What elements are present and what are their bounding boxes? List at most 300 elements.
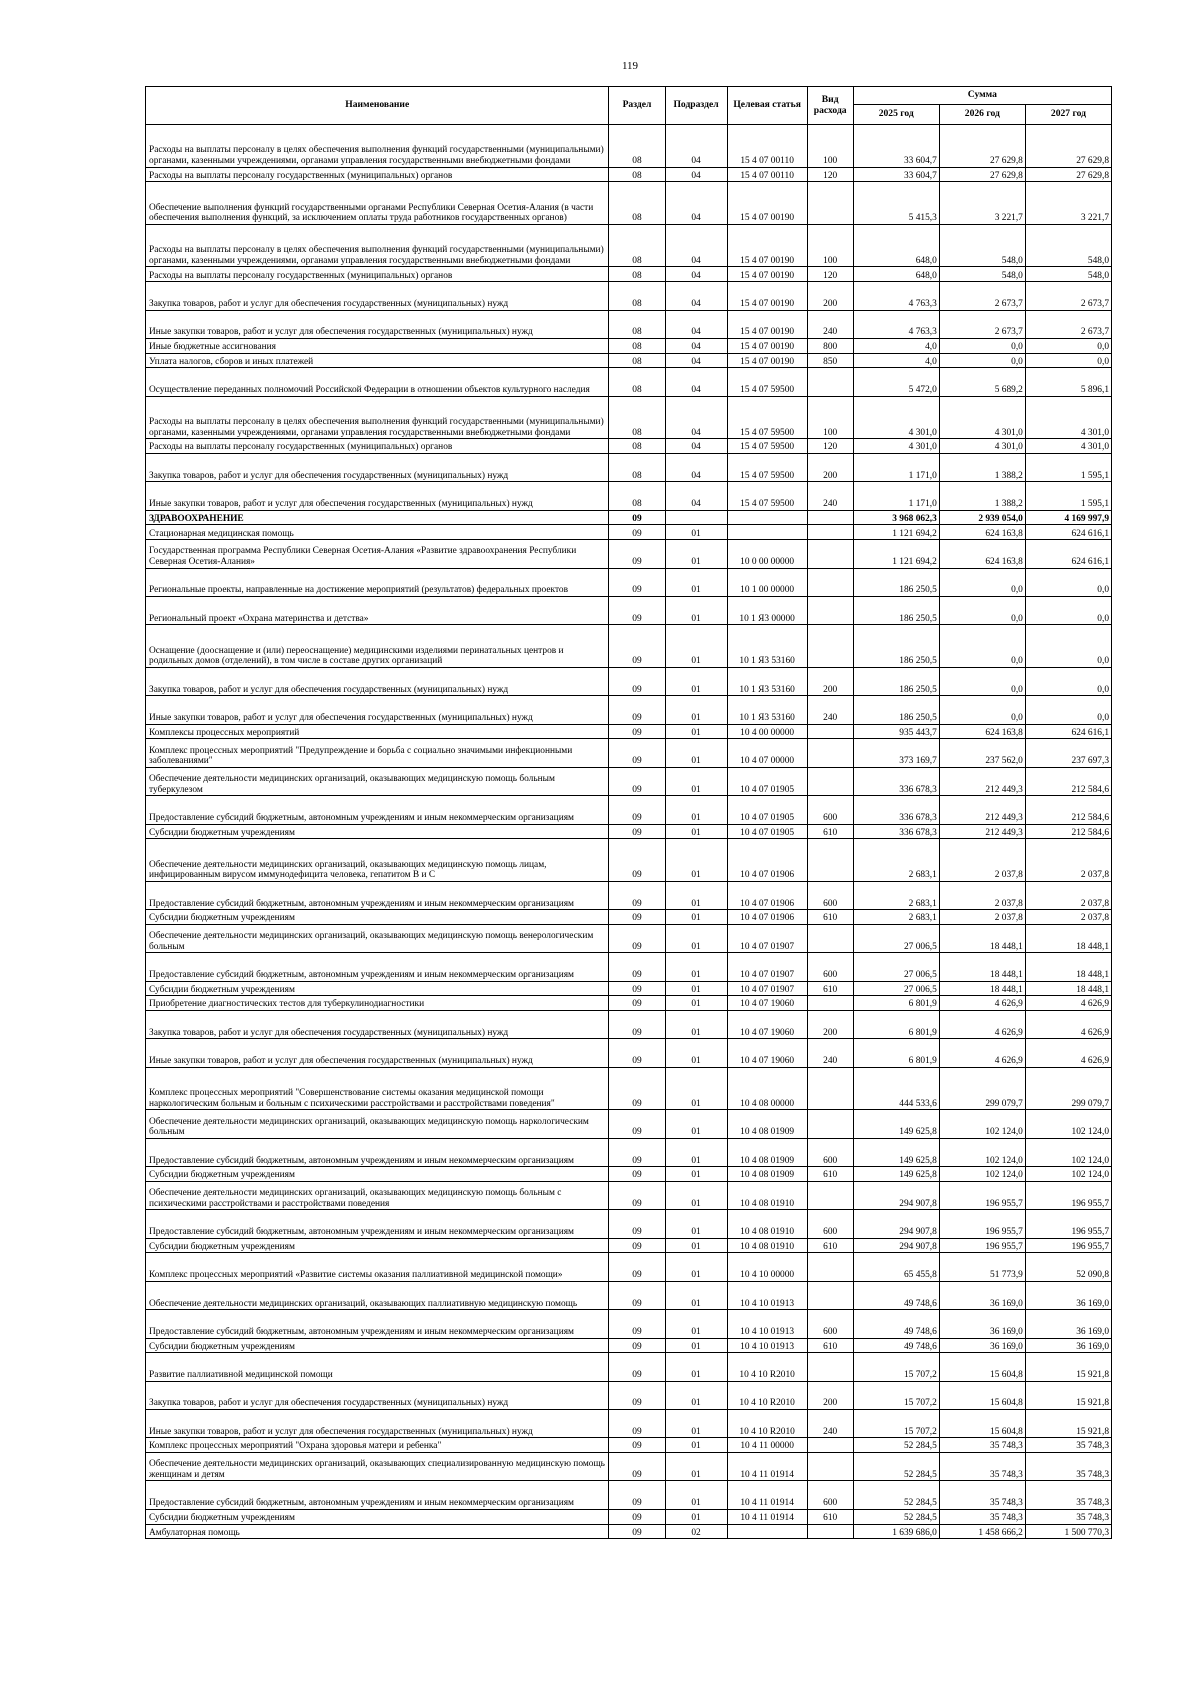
table-row: [146, 996, 1112, 1011]
cell-section: 09: [609, 953, 665, 981]
cell-expense-kind: [807, 510, 853, 525]
cell-sum-2027: 0,0: [1025, 568, 1111, 596]
table-row: [146, 1253, 1112, 1281]
cell-section: 09: [609, 1438, 665, 1453]
cell-section: 09: [609, 1353, 665, 1381]
cell-expense-kind: 600: [807, 1481, 853, 1509]
table-row: [146, 667, 1112, 695]
cell-target-article: 15 4 07 00190: [727, 338, 807, 353]
cell-sum-2027: 624 616,1: [1025, 540, 1111, 568]
page-number: 119: [621, 60, 639, 72]
table-row: [146, 482, 1112, 510]
cell-sum-2027: 4 301,0: [1025, 439, 1111, 454]
cell-sum-2025: 6 801,9: [853, 1039, 939, 1067]
cell-expense-kind: 800: [807, 338, 853, 353]
cell-target-article: 10 4 07 01905: [727, 767, 807, 795]
cell-subsection: 01: [665, 1238, 727, 1253]
cell-expense-kind: [807, 568, 853, 596]
cell-name: Обеспечение деятельности медицинских организаций, оказывающих специализированную медицинскую помощь женщинам и детям: [146, 1453, 609, 1481]
cell-sum-2027: 4 301,0: [1025, 396, 1111, 439]
cell-section: 09: [609, 1524, 665, 1539]
cell-section: 09: [609, 1167, 665, 1182]
cell-expense-kind: [807, 525, 853, 540]
cell-sum-2026: 102 124,0: [939, 1138, 1025, 1166]
cell-subsection: 01: [665, 667, 727, 695]
cell-sum-2027: 548,0: [1025, 267, 1111, 282]
cell-section: 09: [609, 796, 665, 824]
table-row: [146, 1410, 1112, 1438]
cell-sum-2025: 2 683,1: [853, 910, 939, 925]
cell-subsection: 01: [665, 881, 727, 909]
cell-subsection: 01: [665, 1438, 727, 1453]
cell-name: Субсидии бюджетным учреждениям: [146, 910, 609, 925]
cell-name: Обеспечение деятельности медицинских организаций, оказывающих медицинскую помощь венерологическим больным: [146, 924, 609, 952]
cell-target-article: 10 4 08 01910: [727, 1210, 807, 1238]
cell-subsection: 01: [665, 1281, 727, 1309]
cell-sum-2025: 5 472,0: [853, 368, 939, 396]
table-row: [146, 525, 1112, 540]
cell-sum-2027: 102 124,0: [1025, 1167, 1111, 1182]
cell-subsection: 01: [665, 1067, 727, 1110]
cell-sum-2027: 36 169,0: [1025, 1281, 1111, 1309]
cell-target-article: 15 4 07 59500: [727, 439, 807, 454]
cell-sum-2026: 15 604,8: [939, 1410, 1025, 1438]
cell-sum-2027: 3 221,7: [1025, 182, 1111, 225]
cell-subsection: 04: [665, 182, 727, 225]
cell-expense-kind: 610: [807, 1509, 853, 1524]
cell-section: 09: [609, 1410, 665, 1438]
cell-section: 08: [609, 453, 665, 481]
cell-target-article: 10 4 07 01905: [727, 796, 807, 824]
cell-sum-2026: 35 748,3: [939, 1453, 1025, 1481]
cell-subsection: 01: [665, 625, 727, 668]
cell-sum-2026: 548,0: [939, 267, 1025, 282]
cell-section: 09: [609, 1210, 665, 1238]
cell-sum-2025: 294 907,8: [853, 1238, 939, 1253]
cell-name: Региональный проект «Охрана материнства и детства»: [146, 596, 609, 624]
cell-expense-kind: [807, 724, 853, 739]
cell-name: Осуществление переданных полномочий Российской Федерации в отношении объектов культурного наследия: [146, 368, 609, 396]
cell-expense-kind: 610: [807, 981, 853, 996]
cell-sum-2026: 212 449,3: [939, 767, 1025, 795]
cell-subsection: 01: [665, 1039, 727, 1067]
cell-target-article: 15 4 07 00110: [727, 167, 807, 182]
cell-subsection: 04: [665, 439, 727, 454]
cell-sum-2025: 336 678,3: [853, 824, 939, 839]
cell-sum-2027: 2 673,7: [1025, 310, 1111, 338]
cell-target-article: 10 4 07 01906: [727, 881, 807, 909]
cell-expense-kind: 200: [807, 1381, 853, 1409]
cell-subsection: 01: [665, 1481, 727, 1509]
cell-sum-2027: 196 955,7: [1025, 1238, 1111, 1253]
cell-sum-2025: 1 121 694,2: [853, 540, 939, 568]
table-row: [146, 596, 1112, 624]
cell-expense-kind: [807, 368, 853, 396]
cell-name: Обеспечение деятельности медицинских организаций, оказывающих медицинскую помощь больным туберкулезом: [146, 767, 609, 795]
cell-section: 08: [609, 353, 665, 368]
cell-target-article: 10 4 00 00000: [727, 724, 807, 739]
table-row: [146, 1039, 1112, 1067]
cell-section: 09: [609, 1110, 665, 1138]
cell-sum-2025: 444 533,6: [853, 1067, 939, 1110]
cell-section: 08: [609, 282, 665, 310]
cell-target-article: 10 4 10 01913: [727, 1338, 807, 1353]
cell-sum-2026: 2 037,8: [939, 910, 1025, 925]
cell-subsection: 01: [665, 1167, 727, 1182]
cell-name: Субсидии бюджетным учреждениям: [146, 1238, 609, 1253]
cell-sum-2026: 3 221,7: [939, 182, 1025, 225]
table-row: [146, 1238, 1112, 1253]
cell-sum-2026: 0,0: [939, 625, 1025, 668]
cell-sum-2025: 935 443,7: [853, 724, 939, 739]
cell-subsection: 01: [665, 1138, 727, 1166]
cell-target-article: 10 4 10 01913: [727, 1310, 807, 1338]
cell-sum-2027: 548,0: [1025, 224, 1111, 267]
cell-expense-kind: [807, 1281, 853, 1309]
header-subsection: Подраздел: [665, 87, 727, 125]
cell-sum-2027: 15 921,8: [1025, 1381, 1111, 1409]
cell-sum-2025: 186 250,5: [853, 696, 939, 724]
header-year-2026: 2026 год: [939, 105, 1025, 125]
table-row: [146, 267, 1112, 282]
cell-expense-kind: 240: [807, 1410, 853, 1438]
cell-sum-2027: 212 584,6: [1025, 824, 1111, 839]
cell-sum-2026: 624 163,8: [939, 525, 1025, 540]
cell-sum-2026: 2 037,8: [939, 881, 1025, 909]
cell-sum-2025: 4 763,3: [853, 282, 939, 310]
cell-target-article: 10 1 Я3 53160: [727, 696, 807, 724]
cell-expense-kind: [807, 1067, 853, 1110]
cell-section: 09: [609, 1181, 665, 1209]
cell-sum-2027: 15 921,8: [1025, 1410, 1111, 1438]
cell-sum-2027: 5 896,1: [1025, 368, 1111, 396]
table-row: [146, 1509, 1112, 1524]
cell-name: Обеспечение деятельности медицинских организаций, оказывающих медицинскую помощь лицам, инфицированным вирусом иммунодефицита человека, гепатитом В и С: [146, 839, 609, 882]
cell-sum-2025: 149 625,8: [853, 1167, 939, 1182]
cell-sum-2025: 15 707,2: [853, 1381, 939, 1409]
table-row: [146, 881, 1112, 909]
cell-sum-2026: 5 689,2: [939, 368, 1025, 396]
cell-target-article: 10 4 08 01909: [727, 1167, 807, 1182]
cell-target-article: 10 4 07 19060: [727, 996, 807, 1011]
cell-sum-2026: 35 748,3: [939, 1481, 1025, 1509]
cell-name: Обеспечение деятельности медицинских организаций, оказывающих медицинскую помощь наркологическим больным: [146, 1110, 609, 1138]
cell-expense-kind: 600: [807, 881, 853, 909]
cell-target-article: 15 4 07 59500: [727, 482, 807, 510]
cell-sum-2026: 102 124,0: [939, 1110, 1025, 1138]
cell-name: Приобретение диагностических тестов для туберкулинодиагностики: [146, 996, 609, 1011]
cell-expense-kind: 200: [807, 282, 853, 310]
table-row: [146, 625, 1112, 668]
table-row: [146, 1438, 1112, 1453]
cell-section: 09: [609, 924, 665, 952]
cell-section: 09: [609, 1238, 665, 1253]
cell-section: 09: [609, 1310, 665, 1338]
cell-expense-kind: [807, 182, 853, 225]
cell-name: ЗДРАВООХРАНЕНИЕ: [146, 510, 609, 525]
cell-target-article: 10 4 07 01905: [727, 824, 807, 839]
cell-subsection: 04: [665, 125, 727, 168]
cell-sum-2027: 102 124,0: [1025, 1110, 1111, 1138]
cell-expense-kind: [807, 596, 853, 624]
cell-section: 08: [609, 224, 665, 267]
cell-name: Уплата налогов, сборов и иных платежей: [146, 353, 609, 368]
cell-section: 08: [609, 439, 665, 454]
cell-section: 08: [609, 482, 665, 510]
table-row: [146, 167, 1112, 182]
cell-sum-2026: 2 939 054,0: [939, 510, 1025, 525]
cell-target-article: 10 1 Я3 00000: [727, 596, 807, 624]
cell-name: Иные закупки товаров, работ и услуг для обеспечения государственных (муниципальных) нужд: [146, 1410, 609, 1438]
cell-section: 09: [609, 1253, 665, 1281]
cell-sum-2025: 186 250,5: [853, 625, 939, 668]
cell-sum-2026: 36 169,0: [939, 1310, 1025, 1338]
cell-sum-2026: 0,0: [939, 568, 1025, 596]
cell-section: 08: [609, 125, 665, 168]
budget-table: [145, 86, 1112, 1539]
cell-sum-2025: 27 006,5: [853, 953, 939, 981]
cell-expense-kind: 120: [807, 267, 853, 282]
cell-section: 09: [609, 824, 665, 839]
table-row: [146, 767, 1112, 795]
cell-name: Расходы на выплаты персоналу в целях обеспечения выполнения функций государственными (муниципальными) органами, казенными учреждениями, органами управления государственными внебюджетными фондами: [146, 125, 609, 168]
cell-sum-2025: 4 763,3: [853, 310, 939, 338]
cell-subsection: 04: [665, 282, 727, 310]
cell-section: 09: [609, 525, 665, 540]
cell-sum-2026: 18 448,1: [939, 953, 1025, 981]
cell-sum-2025: 4,0: [853, 338, 939, 353]
cell-section: 08: [609, 368, 665, 396]
cell-sum-2025: 6 801,9: [853, 996, 939, 1011]
cell-target-article: 15 4 07 00110: [727, 125, 807, 168]
cell-name: Расходы на выплаты персоналу государственных (муниципальных) органов: [146, 267, 609, 282]
cell-section: 09: [609, 696, 665, 724]
cell-sum-2027: 2 037,8: [1025, 881, 1111, 909]
cell-name: Амбулаторная помощь: [146, 1524, 609, 1539]
cell-target-article: 10 4 07 01906: [727, 839, 807, 882]
cell-expense-kind: 200: [807, 453, 853, 481]
cell-expense-kind: [807, 1353, 853, 1381]
cell-subsection: 04: [665, 338, 727, 353]
cell-subsection: 01: [665, 924, 727, 952]
cell-target-article: 10 4 07 01907: [727, 924, 807, 952]
cell-target-article: 10 4 10 R2010: [727, 1353, 807, 1381]
cell-expense-kind: 240: [807, 310, 853, 338]
cell-name: Обеспечение выполнения функций государственными органами Республики Северная Осетия-Алания (в части обеспечения выполнения функций, за исключением оплаты труда работников государственных органов): [146, 182, 609, 225]
cell-subsection: 01: [665, 953, 727, 981]
cell-sum-2027: 1 500 770,3: [1025, 1524, 1111, 1539]
cell-sum-2025: 5 415,3: [853, 182, 939, 225]
cell-expense-kind: 850: [807, 353, 853, 368]
cell-subsection: 01: [665, 824, 727, 839]
cell-subsection: 01: [665, 1253, 727, 1281]
header-year-2025: 2025 год: [853, 105, 939, 125]
cell-name: Комплекс процессных мероприятий "Предупреждение и борьба с социально значимыми инфекционными заболеваниями": [146, 739, 609, 767]
cell-subsection: 01: [665, 525, 727, 540]
cell-section: 09: [609, 739, 665, 767]
cell-section: 09: [609, 1138, 665, 1166]
cell-sum-2025: 49 748,6: [853, 1338, 939, 1353]
cell-target-article: 15 4 07 00190: [727, 282, 807, 310]
cell-sum-2027: 18 448,1: [1025, 981, 1111, 996]
cell-sum-2025: 52 284,5: [853, 1453, 939, 1481]
cell-sum-2027: 18 448,1: [1025, 924, 1111, 952]
cell-section: 09: [609, 1011, 665, 1039]
cell-sum-2026: 0,0: [939, 696, 1025, 724]
cell-sum-2026: 4 301,0: [939, 396, 1025, 439]
cell-expense-kind: 240: [807, 696, 853, 724]
cell-name: Закупка товаров, работ и услуг для обеспечения государственных (муниципальных) нужд: [146, 1381, 609, 1409]
table-row: [146, 1067, 1112, 1110]
cell-sum-2026: 35 748,3: [939, 1509, 1025, 1524]
cell-subsection: 01: [665, 1381, 727, 1409]
cell-sum-2025: 15 707,2: [853, 1410, 939, 1438]
cell-section: 09: [609, 510, 665, 525]
cell-name: Комплекс процессных мероприятий "Охрана здоровья матери и ребенка": [146, 1438, 609, 1453]
cell-subsection: 01: [665, 910, 727, 925]
cell-expense-kind: 240: [807, 1039, 853, 1067]
cell-name: Стационарная медицинская помощь: [146, 525, 609, 540]
cell-sum-2026: 624 163,8: [939, 540, 1025, 568]
cell-sum-2027: 36 169,0: [1025, 1338, 1111, 1353]
cell-name: Субсидии бюджетным учреждениям: [146, 1338, 609, 1353]
cell-sum-2026: 237 562,0: [939, 739, 1025, 767]
cell-name: Предоставление субсидий бюджетным, автономным учреждениям и иным некоммерческим организациям: [146, 881, 609, 909]
cell-subsection: 04: [665, 453, 727, 481]
cell-subsection: 04: [665, 482, 727, 510]
cell-sum-2027: 35 748,3: [1025, 1438, 1111, 1453]
cell-target-article: [727, 525, 807, 540]
cell-expense-kind: [807, 924, 853, 952]
cell-sum-2027: 196 955,7: [1025, 1181, 1111, 1209]
table-row: [146, 1381, 1112, 1409]
cell-sum-2026: 299 079,7: [939, 1067, 1025, 1110]
table-row: [146, 924, 1112, 952]
cell-expense-kind: [807, 1438, 853, 1453]
cell-section: 09: [609, 1509, 665, 1524]
cell-target-article: 10 4 11 01914: [727, 1453, 807, 1481]
table-row: [146, 981, 1112, 996]
cell-sum-2027: 35 748,3: [1025, 1481, 1111, 1509]
cell-section: 09: [609, 910, 665, 925]
cell-subsection: 01: [665, 1410, 727, 1438]
table-row: [146, 1110, 1112, 1138]
cell-name: Развитие паллиативной медицинской помощи: [146, 1353, 609, 1381]
cell-name: Государственная программа Республики Северная Осетия-Алания «Развитие здравоохранения Республики Северная Осетия-Алания»: [146, 540, 609, 568]
cell-target-article: 10 4 10 01913: [727, 1281, 807, 1309]
table-row: [146, 824, 1112, 839]
cell-expense-kind: 610: [807, 1238, 853, 1253]
cell-sum-2027: 52 090,8: [1025, 1253, 1111, 1281]
table-row: [146, 182, 1112, 225]
table-row: [146, 368, 1112, 396]
cell-sum-2026: 196 955,7: [939, 1210, 1025, 1238]
cell-name: Субсидии бюджетным учреждениям: [146, 981, 609, 996]
cell-sum-2025: 52 284,5: [853, 1481, 939, 1509]
cell-sum-2026: 196 955,7: [939, 1181, 1025, 1209]
cell-sum-2026: 18 448,1: [939, 924, 1025, 952]
cell-sum-2027: 102 124,0: [1025, 1138, 1111, 1166]
cell-sum-2027: 2 037,8: [1025, 839, 1111, 882]
cell-target-article: [727, 510, 807, 525]
cell-section: 09: [609, 1281, 665, 1309]
cell-sum-2025: 49 748,6: [853, 1281, 939, 1309]
cell-sum-2025: 15 707,2: [853, 1353, 939, 1381]
cell-section: 09: [609, 1381, 665, 1409]
cell-name: Предоставление субсидий бюджетным, автономным учреждениям и иным некоммерческим организациям: [146, 1210, 609, 1238]
cell-expense-kind: [807, 540, 853, 568]
cell-sum-2025: 52 284,5: [853, 1509, 939, 1524]
cell-expense-kind: 200: [807, 1011, 853, 1039]
table-row: [146, 338, 1112, 353]
cell-name: Иные закупки товаров, работ и услуг для обеспечения государственных (муниципальных) нужд: [146, 310, 609, 338]
cell-subsection: 01: [665, 724, 727, 739]
cell-target-article: 10 1 00 00000: [727, 568, 807, 596]
cell-sum-2027: 0,0: [1025, 338, 1111, 353]
cell-name: Субсидии бюджетным учреждениям: [146, 824, 609, 839]
cell-section: 09: [609, 667, 665, 695]
cell-subsection: 04: [665, 224, 727, 267]
cell-name: Иные закупки товаров, работ и услуг для обеспечения государственных (муниципальных) нужд: [146, 482, 609, 510]
cell-expense-kind: [807, 1453, 853, 1481]
cell-sum-2026: 1 458 666,2: [939, 1524, 1025, 1539]
cell-sum-2027: 237 697,3: [1025, 739, 1111, 767]
cell-target-article: 10 1 Я3 53160: [727, 667, 807, 695]
header-year-2027: 2027 год: [1025, 105, 1111, 125]
cell-subsection: 01: [665, 1509, 727, 1524]
cell-name: Расходы на выплаты персоналу в целях обеспечения выполнения функций государственными (муниципальными) органами, казенными учреждениями, органами управления государственными внебюджетными фондами: [146, 396, 609, 439]
cell-subsection: 04: [665, 353, 727, 368]
cell-subsection: 01: [665, 1453, 727, 1481]
cell-sum-2026: 18 448,1: [939, 981, 1025, 996]
cell-name: Комплексы процессных мероприятий: [146, 724, 609, 739]
cell-expense-kind: 240: [807, 482, 853, 510]
cell-sum-2027: 196 955,7: [1025, 1210, 1111, 1238]
cell-name: Региональные проекты, направленные на достижение мероприятий (результатов) федеральных проектов: [146, 568, 609, 596]
cell-target-article: 10 4 11 01914: [727, 1509, 807, 1524]
table-row: [146, 724, 1112, 739]
cell-section: 09: [609, 625, 665, 668]
table-row: [146, 439, 1112, 454]
table-row: [146, 282, 1112, 310]
header-target-article: Целевая статья: [727, 87, 807, 125]
cell-section: 08: [609, 167, 665, 182]
cell-section: 09: [609, 1039, 665, 1067]
cell-sum-2026: 4 626,9: [939, 1011, 1025, 1039]
cell-name: Иные закупки товаров, работ и услуг для обеспечения государственных (муниципальных) нужд: [146, 696, 609, 724]
cell-sum-2027: 0,0: [1025, 667, 1111, 695]
cell-sum-2027: 35 748,3: [1025, 1453, 1111, 1481]
cell-expense-kind: [807, 839, 853, 882]
cell-sum-2025: 1 639 686,0: [853, 1524, 939, 1539]
table-row: [146, 796, 1112, 824]
cell-expense-kind: 610: [807, 910, 853, 925]
cell-sum-2027: 1 595,1: [1025, 482, 1111, 510]
cell-sum-2027: 624 616,1: [1025, 724, 1111, 739]
cell-sum-2025: 186 250,5: [853, 568, 939, 596]
cell-name: Обеспечение деятельности медицинских организаций, оказывающих медицинскую помощь больным с психическими расстройствами и расстройствами поведения: [146, 1181, 609, 1209]
cell-sum-2026: 4 626,9: [939, 1039, 1025, 1067]
cell-sum-2025: 33 604,7: [853, 167, 939, 182]
cell-sum-2025: 294 907,8: [853, 1181, 939, 1209]
cell-target-article: 10 4 08 01909: [727, 1110, 807, 1138]
cell-subsection: 01: [665, 981, 727, 996]
cell-name: Комплекс процессных мероприятий "Совершенствование системы оказания медицинской помощи наркологическим больным и больным с психическими расстройствами и расстройствами поведения": [146, 1067, 609, 1110]
cell-sum-2026: 212 449,3: [939, 796, 1025, 824]
table-row: [146, 1210, 1112, 1238]
cell-section: 08: [609, 182, 665, 225]
cell-sum-2027: 0,0: [1025, 625, 1111, 668]
